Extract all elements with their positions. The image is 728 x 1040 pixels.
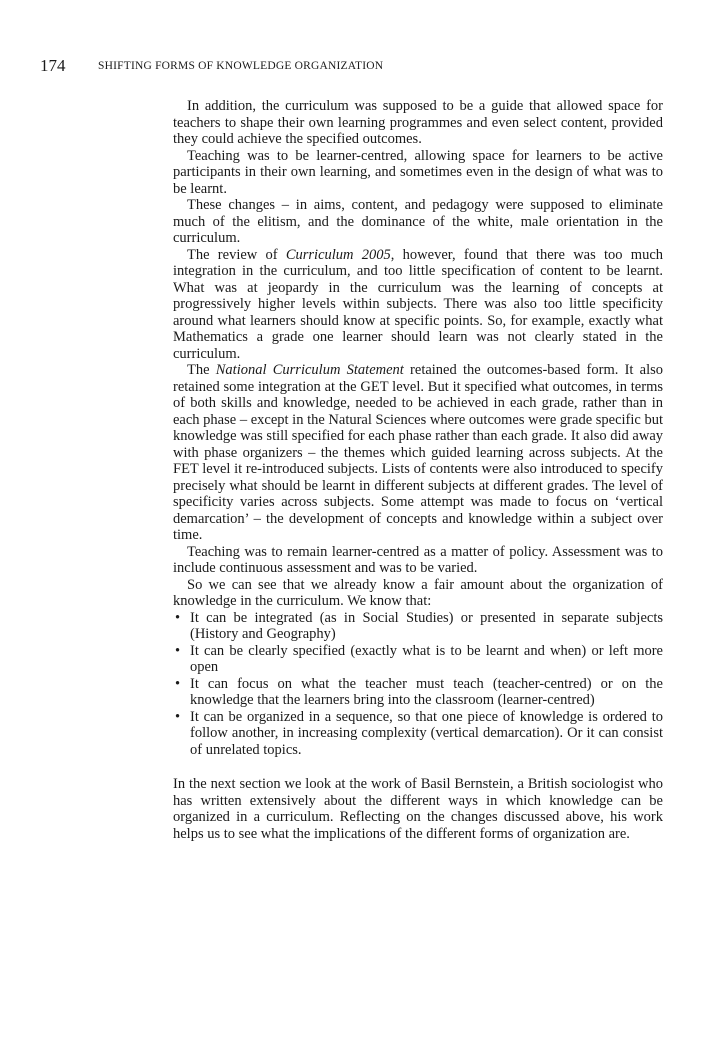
paragraph-7 xyxy=(173,577,663,610)
paragraph-text: retained the outcomes-based form. It also retained some integration at the GET level. But it specified what outcomes, in terms of both skills and knowledge, needed to be achieved in each grade, rather than in each phase – except in the Natural Sciences where outcomes were grade specific but knowledge was still specified for each phase rather than each grade. It also did away with phase organizers – the themes which guided learning across subjects. At the FET level it re-introduced subjects. Lists of contents were also introduced to specify precisely what should be learnt in different subjects at different grades. The level of specificity varies across subjects. Some attempt was made to focus on ‘vertical demarcation’ – the development of concepts and knowledge within a subject over time. xyxy=(173,362,663,543)
paragraph-text: , however, found that there was too much integration in the curriculum, and too little specification of content to be learnt. What was at jeopardy in the curriculum was the learning of concepts at progressively higher levels within subjects. There was also too little specificity around what learners should know at specific points. So, for example, exactly what Mathematics a grade one learner should learn was not clearly stated in the curriculum. xyxy=(173,246,664,362)
body-text xyxy=(173,98,663,842)
list-item xyxy=(173,676,663,709)
paragraph-text: Teaching was to be learner-centred, allowing space for learners to be active participants in their own learning, and sometimes even in the design of what was to be learnt. xyxy=(173,147,663,197)
list-item-text: It can be clearly specified (exactly what is to be learnt and when) or left more open xyxy=(190,642,663,675)
list-item xyxy=(173,643,663,676)
paragraph-text: Teaching was to remain learner-centred as a matter of policy. Assessment was to include continuous assessment and was to be varied. xyxy=(173,543,663,576)
paragraph-text: So we can see that we already know a fair amount about the organization of knowledge in the curriculum. We know that: xyxy=(173,576,663,609)
italic-title-national-curriculum-statement: National Curriculum Statement xyxy=(215,362,404,378)
bullet-icon: • xyxy=(175,708,181,725)
running-head: SHIFTING FORMS OF KNOWLEDGE ORGANIZATION xyxy=(98,60,384,72)
page-number: 174 xyxy=(40,56,66,75)
paragraph-text: In addition, the curriculum was supposed to be a guide that allowed space for teachers to shape their own learning programmes and even select content, provided they could achieve the specified outcomes. xyxy=(173,98,663,147)
paragraph-text: The xyxy=(187,362,216,378)
list-item xyxy=(173,709,663,759)
list-item xyxy=(173,610,663,643)
paragraph-5 xyxy=(173,362,663,544)
paragraph-text: These changes – in aims, content, and pedagogy were supposed to eliminate much of the elitism, and the dominance of the white, male orientation in the curriculum. xyxy=(173,197,663,246)
bullet-icon: • xyxy=(175,642,181,659)
closing-paragraph: In the next section we look at the work of Basil Bernstein, a British sociologist who has written extensively about the different ways in which knowledge can be organized in a curriculum. Reflecting on the changes discussed above, his work helps us to see what the implications of the different forms of organization are. xyxy=(173,776,663,842)
bullet-list xyxy=(173,610,663,759)
list-item-text: It can focus on what the teacher must teach (teacher-centred) or on the knowledge that the learners bring into the classroom (learner-centred) xyxy=(190,675,663,708)
list-item-text: It can be integrated (as in Social Studies) or presented in separate subjects (History and Geography) xyxy=(190,609,663,642)
paragraph-4 xyxy=(173,247,663,363)
bullet-icon: • xyxy=(175,675,181,692)
list-item-text: It can be organized in a sequence, so that one piece of knowledge is ordered to follow another, in increasing complexity (vertical demarcation). Or it can consist of unrelated topics. xyxy=(190,708,663,758)
bullet-icon: • xyxy=(175,609,181,626)
section-gap xyxy=(173,758,663,776)
paragraph-6 xyxy=(173,544,663,577)
paragraph-1 xyxy=(173,98,663,148)
paragraph-2 xyxy=(173,148,663,198)
italic-title-curriculum-2005: Curriculum 2005 xyxy=(285,246,391,263)
paragraph-3 xyxy=(173,197,663,247)
paragraph-text: The review of xyxy=(187,246,286,263)
